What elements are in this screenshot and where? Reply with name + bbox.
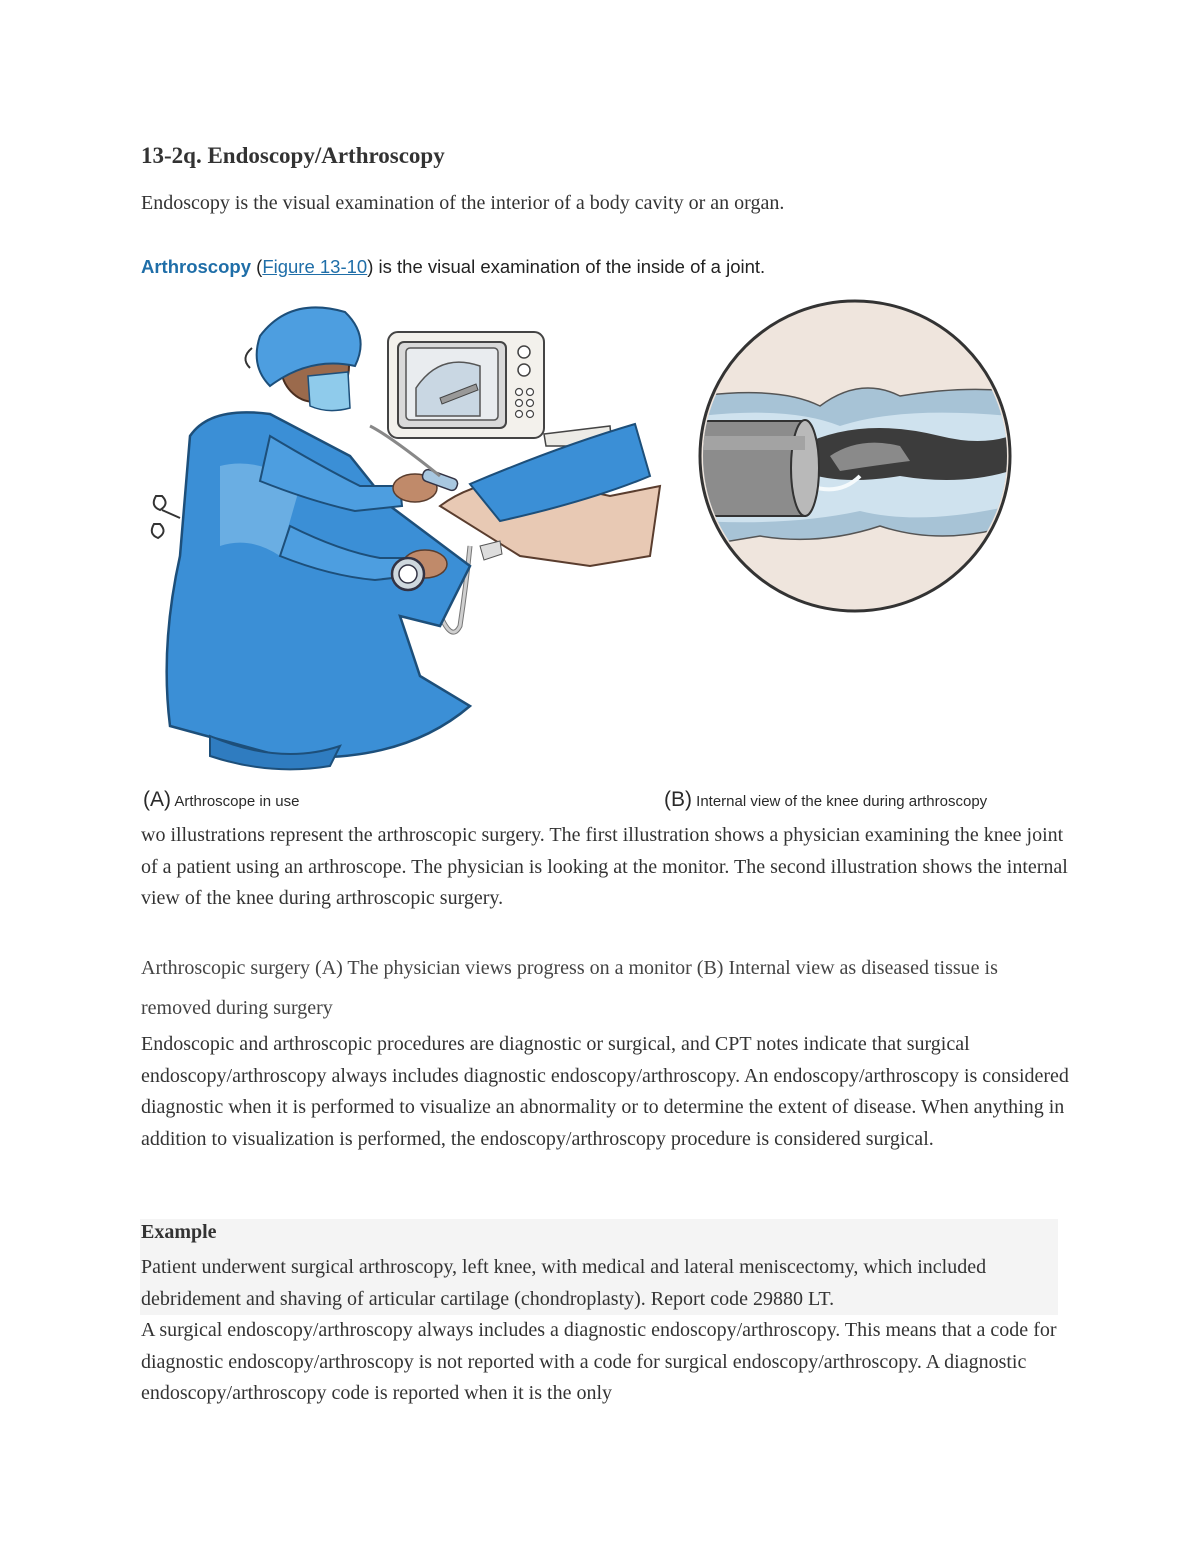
patient-drape-illustration [435,424,660,632]
section-heading: 13-2q. Endoscopy/Arthroscopy [141,143,445,168]
caption-b-text: Internal view of the knee during arthroscopy [692,793,988,810]
figure-caption-paragraph: Arthroscopic surgery (A) The physician views progress on a monitor (B) Internal view as diseased tissue is removed during surgery [141,957,998,1019]
arthroscopy-figure [140,296,1060,816]
caption-a-text: Arthroscope in use [171,793,300,810]
illustration-arthroscope-in-use [152,307,660,769]
monitor-illustration [388,332,612,446]
alt-text-paragraph: wo illustrations represent the arthroscopic surgery. The first illustration shows a physician examining the knee joint of a patient using an arthroscope. The physician is looking at the monitor. The second illustration shows the internal view of the knee during arthroscopic surgery. [141,824,1068,909]
caption-b [664,788,987,812]
arthroscopy-definition-rest: ) is the visual examination of the inside of a joint. [367,256,766,277]
final-paragraph: A surgical endoscopy/arthroscopy always includes a diagnostic endoscopy/arthroscopy. This means that a code for diagnostic endoscopy/arthroscopy is not reported with a code for surgical endoscopy/arthroscopy. A diagnostic endoscopy/arthroscopy code is reported when it is the only [141,1319,1057,1404]
procedures-paragraph: Endoscopic and arthroscopic procedures are diagnostic or surgical, and CPT notes indicate that surgical endoscopy/arthroscopy always includes diagnostic endoscopy/arthroscopy. An endoscopy/arthroscopy is considered diagnostic when it is performed to visualize an abnormality or to determine the extent of disease. When anything in addition to visualization is performed, the endoscopy/arthroscopy procedure is considered surgical. [141,1033,1069,1150]
example-title: Example [141,1221,217,1243]
figure-link[interactable]: Figure 13-10 [262,256,368,277]
intro-paragraph: Endoscopy is the visual examination of the interior of a body cavity or an organ. [141,192,785,214]
arthroscopy-term: Arthroscopy [141,256,251,277]
caption-a-letter: (A) [143,788,171,811]
illustration-internal-knee-view [695,301,1010,611]
arthroscopy-definition [141,256,765,278]
caption-b-letter: (B) [664,788,692,811]
caption-a [143,788,299,812]
example-text: Patient underwent surgical arthroscopy, left knee, with medical and lateral meniscectomy, which included debridement and shaving of articular cartilage (chondroplasty). Report code 29880 LT. [141,1256,987,1310]
open-paren: ( [251,256,263,277]
